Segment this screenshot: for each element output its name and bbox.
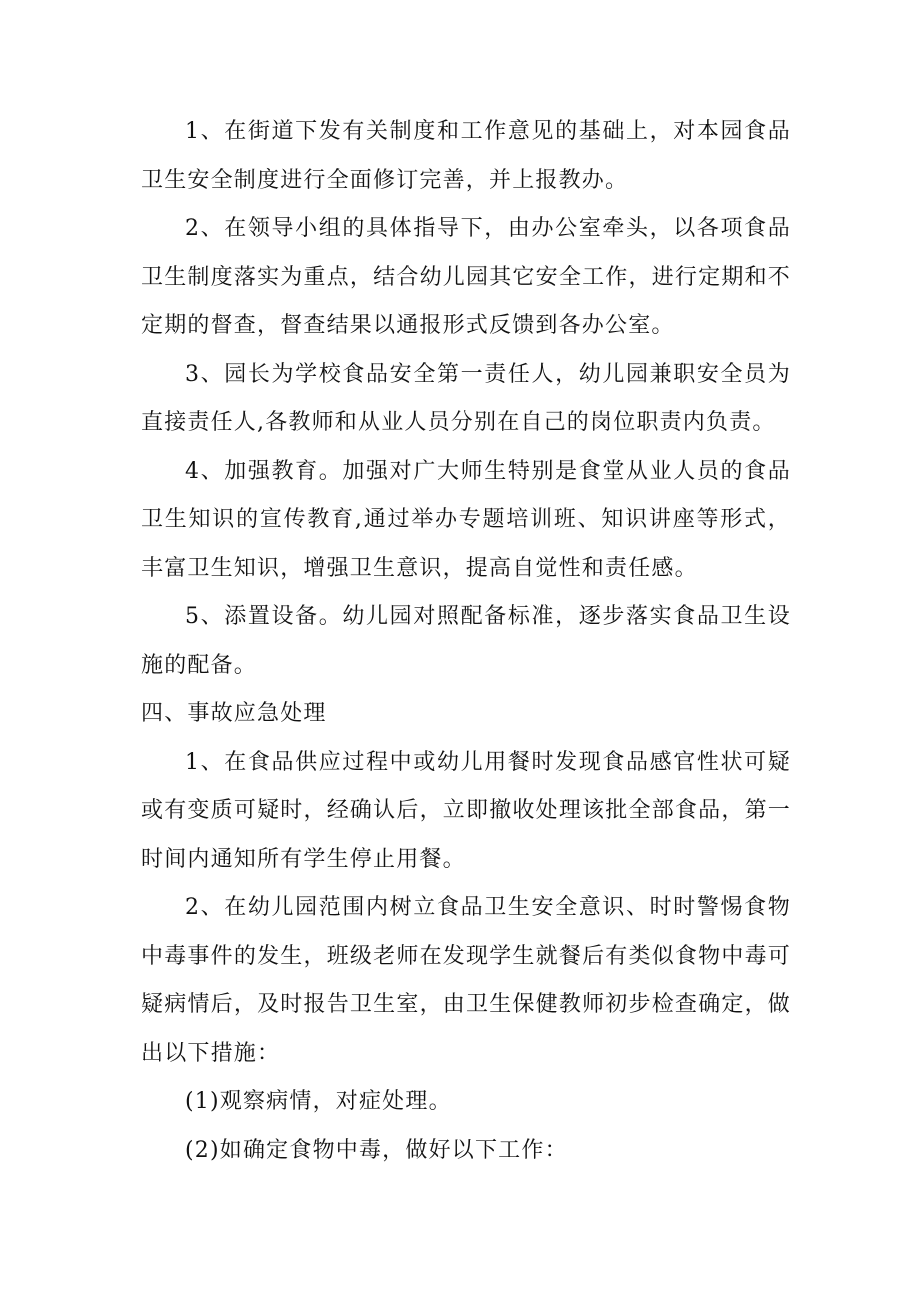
- paragraph-2: 2、在领导小组的具体指导下，由办公室牵头，以各项食品卫生制度落实为重点，结合幼儿园其它安全工作，进行定期和不定期的督查，督查结果以通报形式反馈到各办公室。: [141, 216, 791, 338]
- paragraph-3: 3、园长为学校食品安全第一责任人，幼儿园兼职安全员为直接责任人,各教师和从业人员分别在自己的岗位职责内负责。: [141, 361, 791, 435]
- paragraph-9: (2)如确定食物中毒，做好以下工作：: [185, 1137, 568, 1163]
- section-heading-4: 四、事故应急处理: [141, 701, 327, 726]
- paragraph-7: 2、在幼儿园范围内树立食品卫生安全意识、时时警惕食物中毒事件的发生，班级老师在发现学生就餐后有类似食物中毒可疑病情后，及时报告卫生室，由卫生保健教师初步检查确定，做出以下措施：: [141, 895, 791, 1066]
- paragraph-1: 1、在街道下发有关制度和工作意见的基础上，对本园食品卫生安全制度进行全面修订完善，并上报教办。: [141, 119, 791, 193]
- paragraph-4: 4、加强教育。加强对广大师生特别是食堂从业人员的食品卫生知识的宣传教育,通过举办专题培训班、知识讲座等形式，丰富卫生知识，增强卫生意识，提高自觉性和责任感。: [141, 458, 791, 581]
- document-body: [141, 108, 791, 1175]
- paragraph-6: 1、在食品供应过程中或幼儿用餐时发现食品感官性状可疑或有变质可疑时，经确认后，立即撤收处理该批全部食品，第一时间内通知所有学生停止用餐。: [141, 749, 791, 872]
- paragraph-5: 5、添置设备。幼儿园对照配备标准，逐步落实食品卫生设施的配备。: [141, 604, 791, 678]
- paragraph-8: (1)观察病情，对症处理。: [185, 1089, 452, 1114]
